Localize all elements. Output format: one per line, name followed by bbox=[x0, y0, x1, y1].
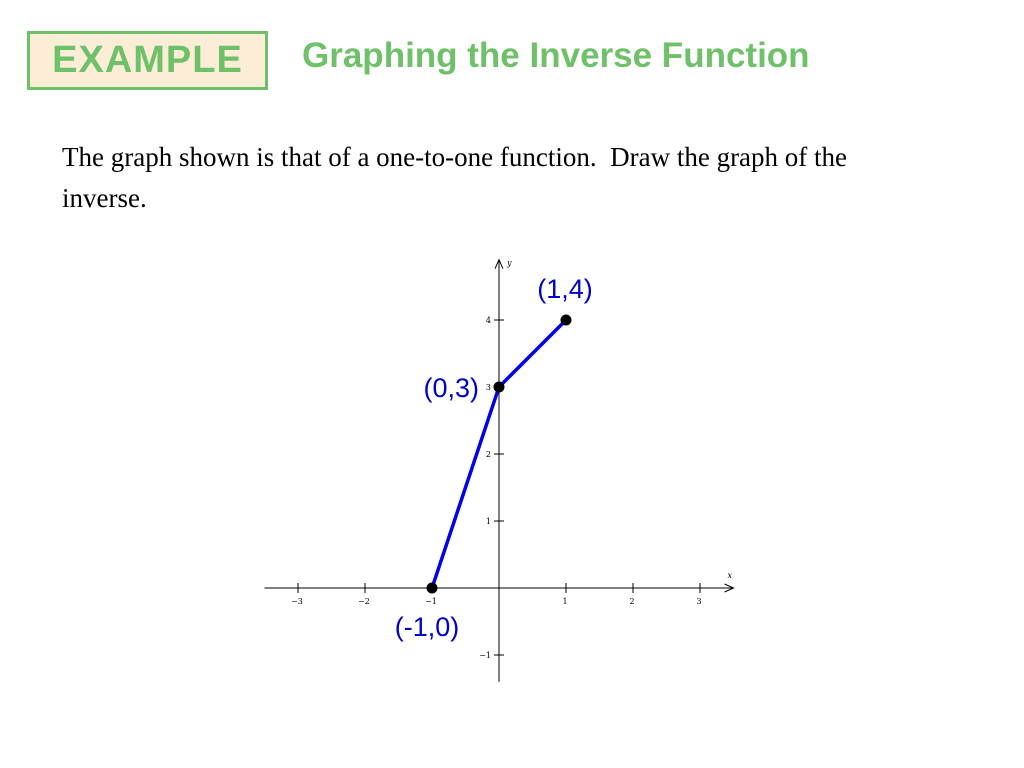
y-tick-label: 4 bbox=[485, 316, 491, 325]
x-tick-label: −2 bbox=[358, 597, 370, 606]
data-point bbox=[494, 382, 505, 393]
y-tick-label: 2 bbox=[485, 450, 491, 459]
slide-title: Graphing the Inverse Function bbox=[302, 36, 810, 75]
data-point bbox=[561, 315, 572, 326]
data-point bbox=[427, 583, 438, 594]
x-tick-label: −3 bbox=[291, 597, 303, 606]
y-tick-label: 1 bbox=[485, 517, 491, 526]
point-label: (0,3) bbox=[423, 373, 479, 403]
point-label: (1,4) bbox=[537, 274, 593, 304]
problem-statement: The graph shown is that of a one-to-one function. Draw the graph of the inverse. bbox=[62, 142, 854, 213]
y-tick-label: 3 bbox=[485, 383, 491, 392]
x-tick-label: 2 bbox=[629, 597, 635, 606]
x-tick-label: −1 bbox=[425, 597, 437, 606]
y-tick-label: −1 bbox=[479, 651, 491, 660]
x-tick-label: 3 bbox=[696, 597, 702, 606]
y-axis-name: y bbox=[507, 258, 512, 268]
x-axis-name: x bbox=[727, 571, 733, 580]
point-label: (-1,0) bbox=[394, 612, 460, 642]
example-badge-label: EXAMPLE bbox=[52, 39, 243, 81]
x-tick-label: 1 bbox=[562, 597, 568, 606]
